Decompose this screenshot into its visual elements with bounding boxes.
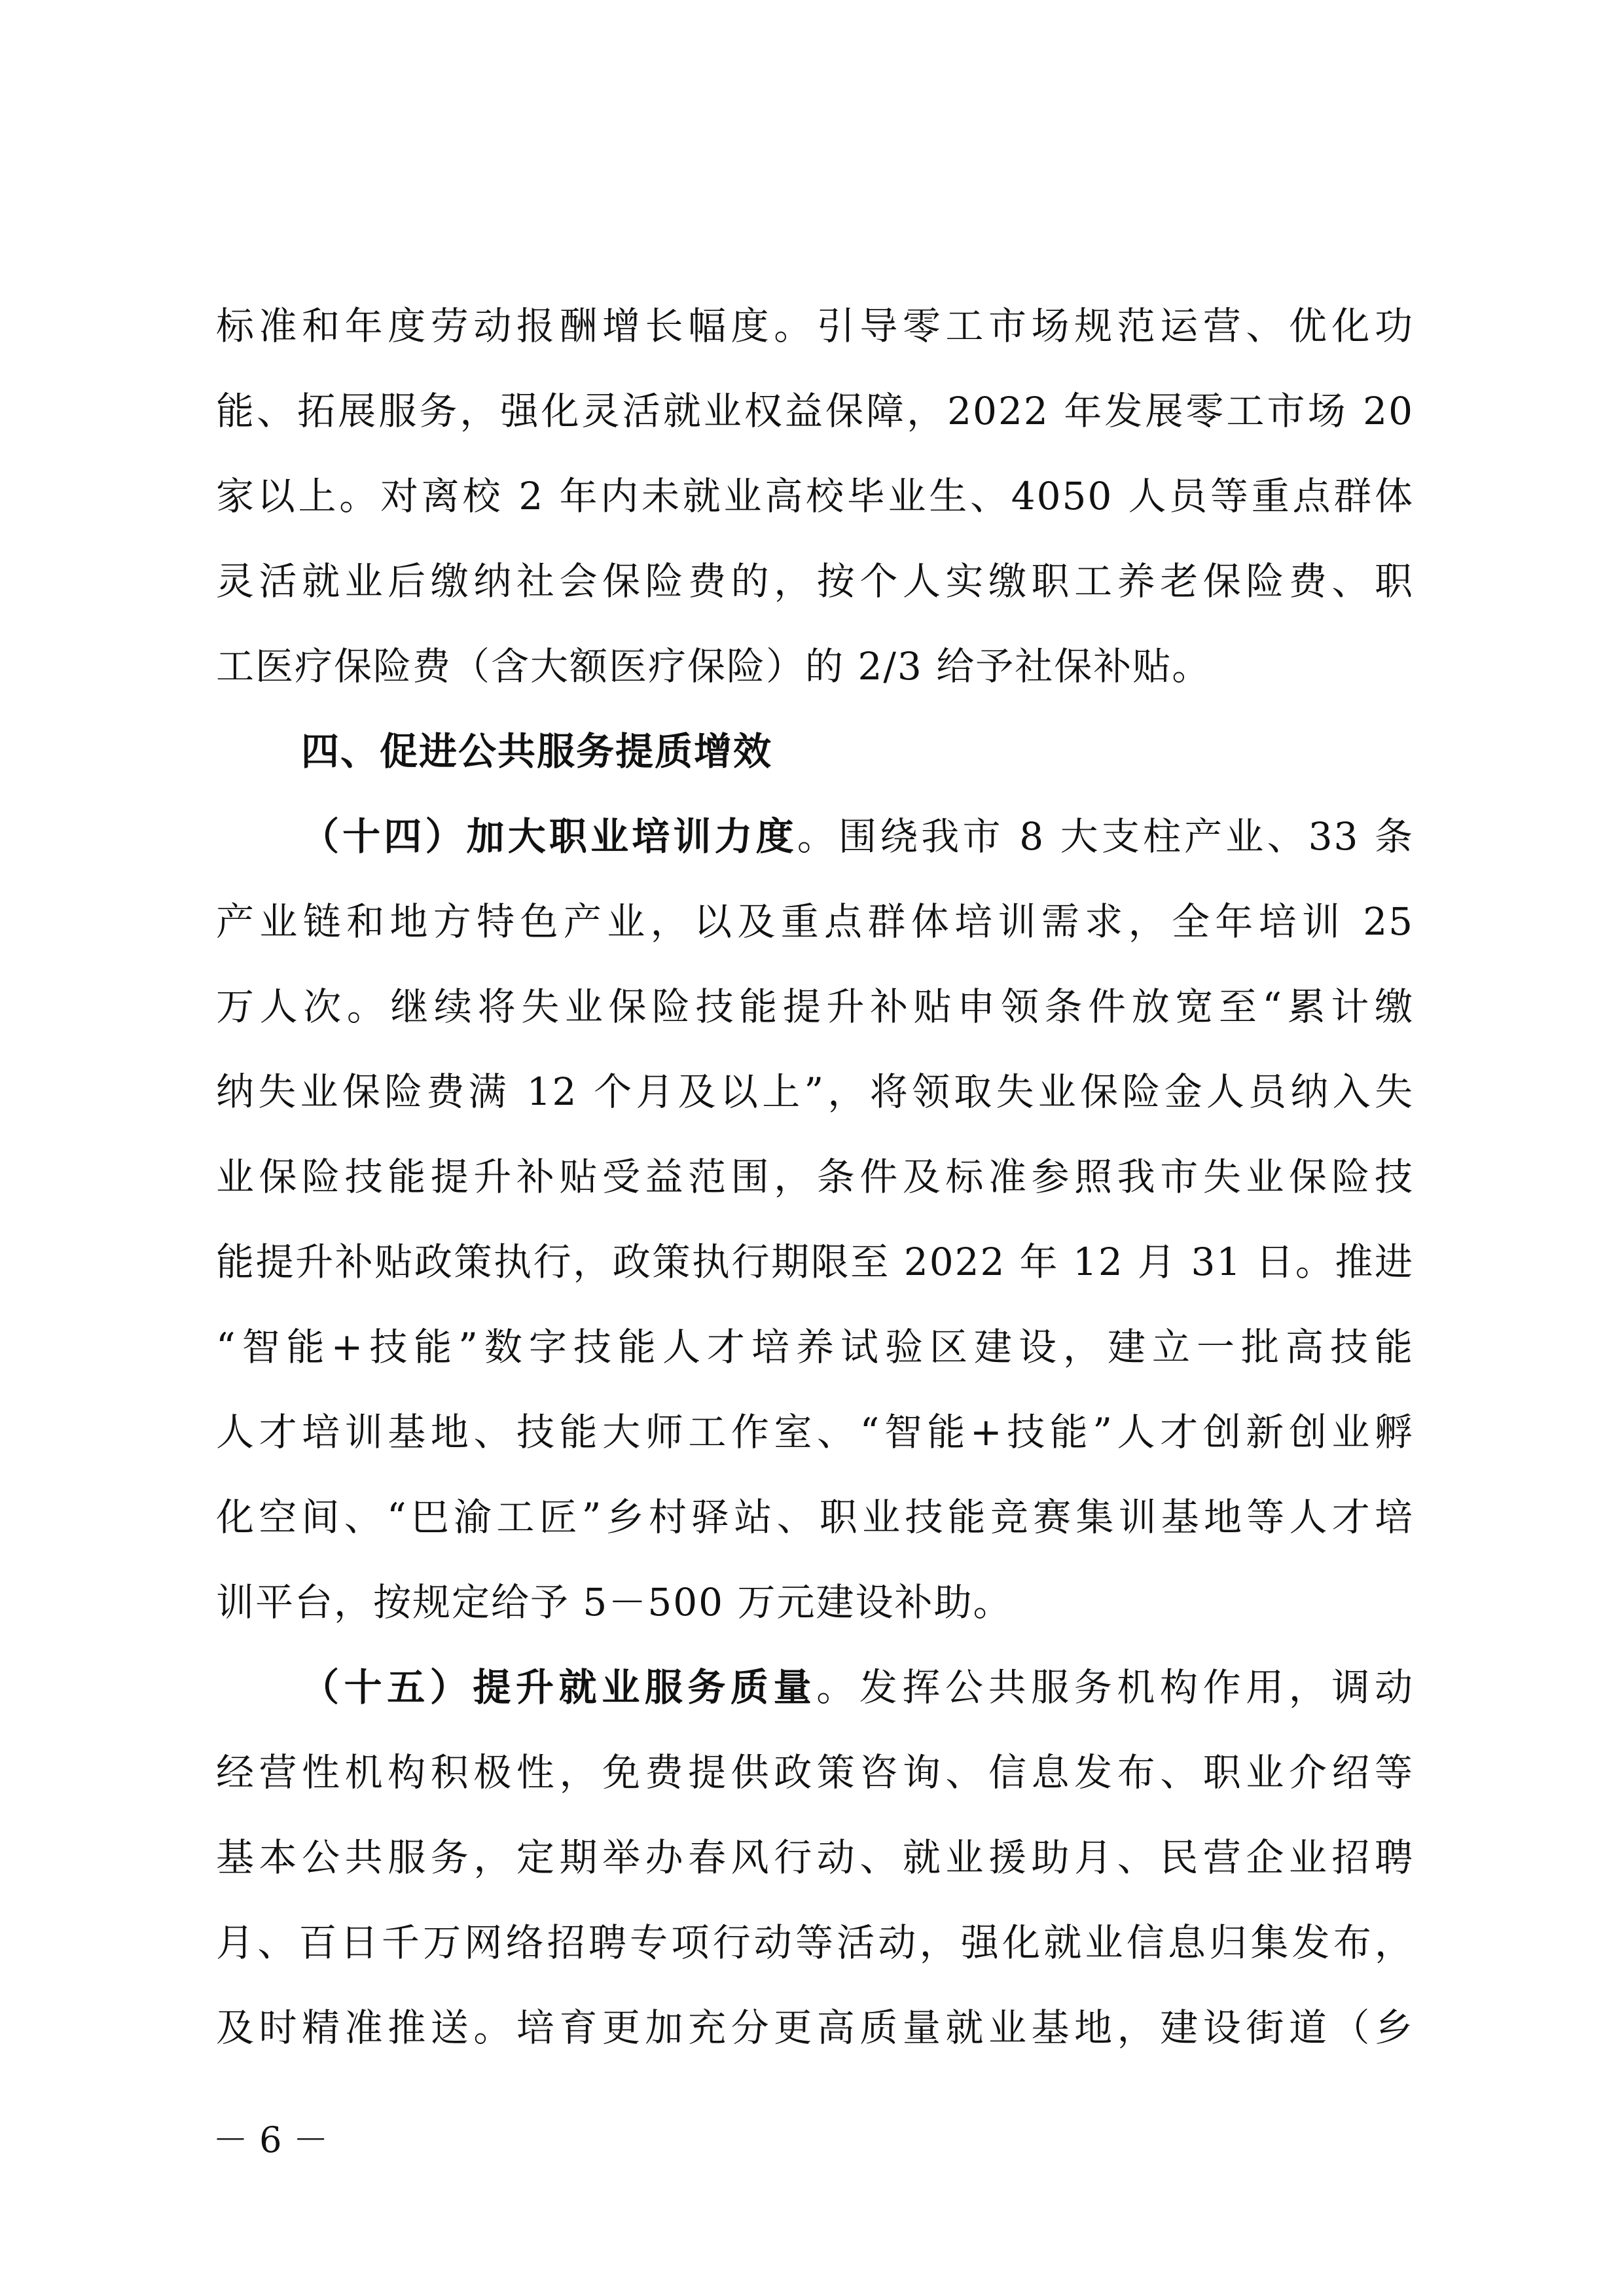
body-text-line: 万人次。继续将失业保险技能提升补贴申领条件放宽至“累计缴: [216, 984, 1414, 1029]
body-text-line: 能提升补贴政策执行，政策执行期限至 2022 年 12 月 31 日。推进: [216, 1240, 1414, 1284]
body-text-line: 训平台，按规定给予 5－500 万元建设补助。: [216, 1580, 1013, 1624]
body-text-line: 能、拓展服务，强化灵活就业权益保障，2022 年发展零工市场 20: [216, 389, 1414, 433]
body-text-line: 产业链和地方特色产业，以及重点群体培训需求，全年培训 25: [216, 899, 1414, 944]
body-text-line: 工医疗保险费（含大额医疗保险）的 2/3 给予社保补贴。: [216, 644, 1212, 689]
body-text-line: 化空间、“巴渝工匠”乡村驿站、职业技能竞赛集训基地等人才培: [216, 1495, 1414, 1539]
body-text-line: 家以上。对离校 2 年内未就业高校毕业生、4050 人员等重点群体: [216, 474, 1414, 518]
body-text-line: 人才培训基地、技能大师工作室、“智能+技能”人才创新创业孵: [216, 1410, 1414, 1454]
body-text-line: “智能+技能”数字技能人才培养试验区建设，建立一批高技能: [216, 1325, 1414, 1369]
body-text-line: 经营性机构积极性，免费提供政策咨询、信息发布、职业介绍等: [216, 1750, 1414, 1795]
item-15-title: （十五）提升就业服务质量: [301, 1665, 817, 1710]
body-text-line: 及时精准推送。培育更加充分更高质量就业基地，建设街道（乡: [216, 2005, 1414, 2050]
body-text-line: 业保险技能提升补贴受益范围，条件及标准参照我市失业保险技: [216, 1155, 1414, 1199]
page-number: － 6 －: [213, 2119, 329, 2161]
body-text-line: 纳失业保险费满 12 个月及以上”，将领取失业保险金人员纳入失: [216, 1069, 1414, 1114]
section-heading: 四、促进公共服务提质增效: [301, 729, 773, 774]
item-14-first-line: [301, 813, 1414, 860]
item-14-first-line-text: 。围绕我市 8 大支柱产业、33 条: [797, 814, 1414, 859]
body-text-line: 基本公共服务，定期举办春风行动、就业援助月、民营企业招聘: [216, 1835, 1414, 1880]
item-15-first-line-text: 。发挥公共服务机构作用，调动: [816, 1665, 1414, 1710]
body-text-line: 灵活就业后缴纳社会保险费的，按个人实缴职工养老保险费、职: [216, 559, 1414, 603]
item-14-title: （十四）加大职业培训力度: [301, 814, 797, 859]
body-text-line: 月、百日千万网络招聘专项行动等活动，强化就业信息归集发布，: [216, 1920, 1414, 1965]
item-15-first-line: [301, 1664, 1414, 1711]
body-text-line: 标准和年度劳动报酬增长幅度。引导零工市场规范运营、优化功: [216, 304, 1414, 348]
